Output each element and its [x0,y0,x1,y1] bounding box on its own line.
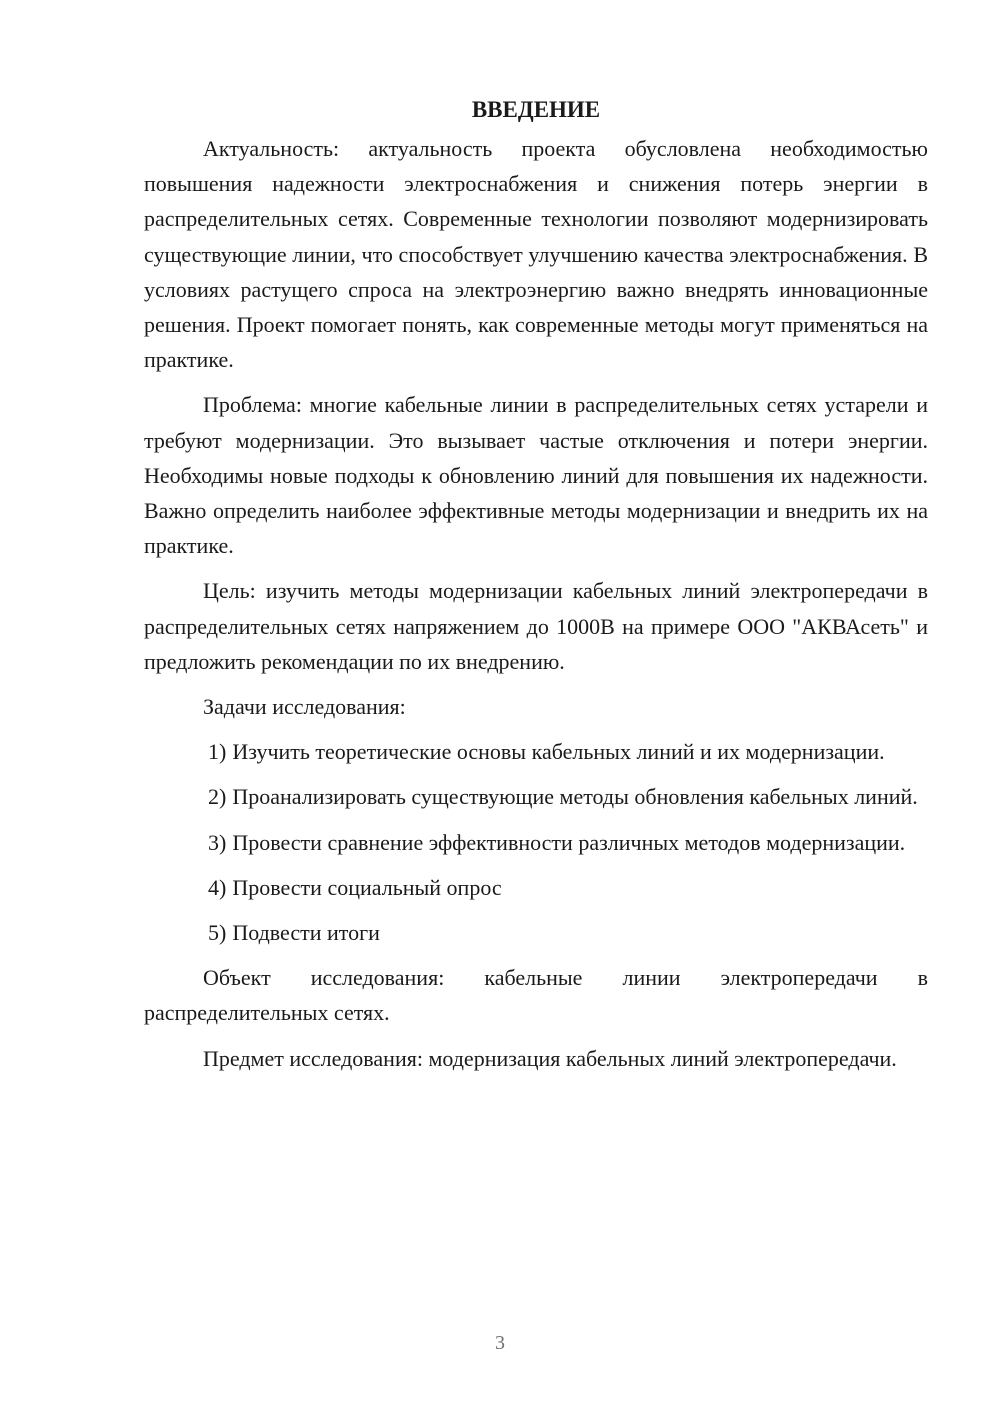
object-paragraph: Объект исследования: кабельные линии электропередачи в распределительных сетях. [144,965,928,1026]
task-number: 2) [208,784,227,810]
task-text: Подвести итоги [232,920,380,946]
page-title: ВВЕДЕНИЕ [471,97,601,122]
page-number: 3 [495,1332,505,1354]
task-text: Провести сравнение эффективности различных методов модернизации. [232,829,906,855]
document-page [144,92,928,1086]
subject-paragraph: Предмет исследования: модернизация кабельных линий электропередачи. [203,1045,897,1071]
task-item-3 [144,825,928,860]
task-text: Изучить теоретические основы кабельных линий и их модернизации. [232,739,885,765]
task-number: 4) [208,874,227,900]
problem-paragraph: Проблема: многие кабельные линии в распределительных сетях устарели и требуют модернизации. Это вызывает частые отключения и потери энергии. Необходимы новые подходы к обновлению линий для повышения их надежности. Важно определить наиболее эффективные методы модернизации и внедрить их на практике. [144,392,928,559]
task-item-5 [144,915,928,950]
relevance-paragraph: Актуальность: актуальность проекта обусловлена необходимостью повышения надежности электроснабжения и снижения потерь энергии в распределительных сетях. Современные технологии позволяют модернизировать существующие линии, что способствует улучшению качества электроснабжения. В условиях растущего спроса на электроэнергию важно внедрять инновационные решения. Проект помогает понять, как современные методы могут применяться на практике. [144,136,928,373]
tasks-heading: Задачи исследования: [203,694,406,720]
task-text: Проанализировать существующие методы обновления кабельных линий. [232,784,918,810]
goal-paragraph: Цель: изучить методы модернизации кабельных линий электропередачи в распределительных сетях напряжением до 1000В на примере ООО "АКВАсеть" и предложить рекомендации по их внедрению. [144,578,928,674]
task-item-1 [144,734,928,769]
task-number: 1) [208,739,227,765]
task-number: 5) [208,920,227,946]
task-item-2 [144,779,928,814]
task-item-4 [144,870,928,905]
task-text: Провести социальный опрос [232,874,502,900]
task-number: 3) [208,829,227,855]
